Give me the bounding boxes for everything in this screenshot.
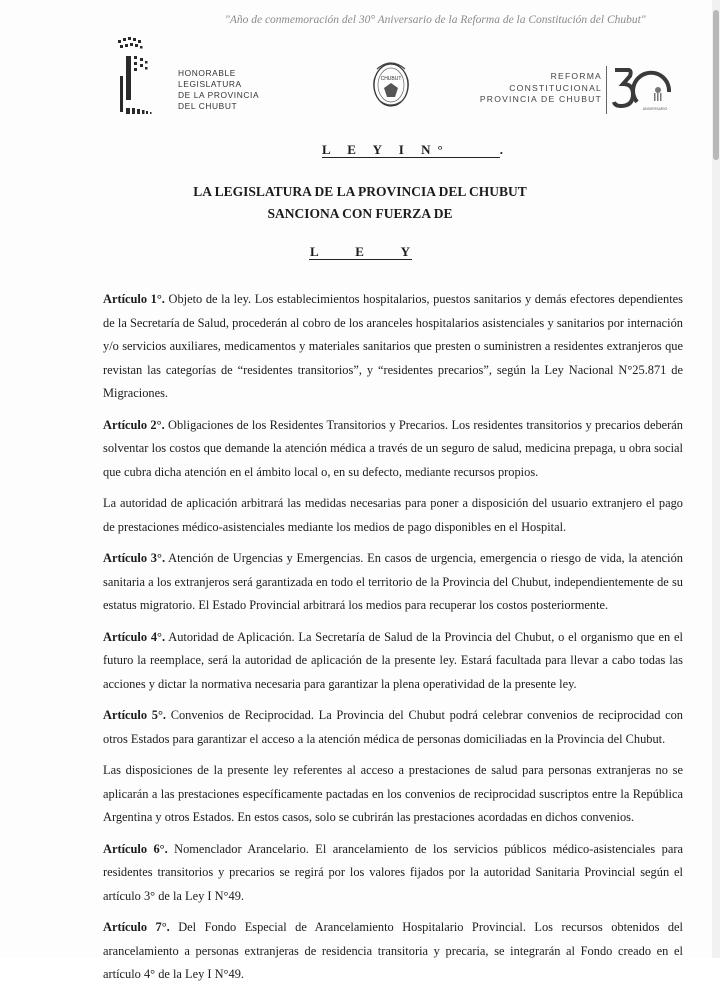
reform-line: PROVINCIA DE CHUBUT bbox=[479, 94, 602, 104]
article-text: Las disposiciones de la presente ley referentes al acceso a prestaciones de salud para personas extranjeras no se aplicarán a las prestaciones específicamente pactadas en los convenios de reciprocidad suscriptos entre la República Argentina y otros Estados. En estos casos, solo se cubrirán las prestaciones acordadas en dichos convenios. bbox=[103, 763, 683, 824]
law-number-underline bbox=[322, 157, 460, 158]
org-name-line: DEL CHUBUT bbox=[178, 101, 238, 111]
ley-letter: E bbox=[355, 244, 364, 259]
sanction-heading: SANCIONA CON FUERZA DE bbox=[267, 206, 453, 221]
article-paragraph bbox=[103, 704, 683, 751]
article-text: Autoridad de Aplicación. La Secretaría de Salud de la Provincia del Chubut, o el organismo que en el futuro la reemplace, será la autoridad de aplicación de la presente ley. Estará facultada para llevar a cabo todas las acciones y dictar la normativa necesaria para garantizar la plena operatividad de la presente ley. bbox=[103, 629, 683, 691]
article-label: Artículo 6°. bbox=[103, 841, 168, 856]
article-label: Artículo 4°. bbox=[103, 629, 166, 644]
scrollbar-thumb[interactable] bbox=[713, 10, 719, 160]
provincial-seal-icon bbox=[368, 55, 414, 111]
ley-letter: L bbox=[310, 244, 319, 259]
article-label: Artículo 5°. bbox=[103, 708, 166, 722]
law-number-suffix: . bbox=[499, 142, 510, 157]
article-paragraph bbox=[103, 626, 683, 697]
article-text: La autoridad de aplicación arbitrará las medidas necesarias para poner a disposición del usuario extranjero el pago de prestaciones médico-asistenciales mediante los medios de pago disponibles en el Hospital. bbox=[103, 496, 683, 534]
article-paragraph bbox=[103, 288, 683, 406]
article-label: Artículo 3°. bbox=[103, 551, 166, 565]
article-label: Artículo 7°. bbox=[103, 920, 170, 934]
law-number bbox=[322, 142, 510, 158]
article-paragraph bbox=[103, 916, 683, 987]
article-text: Nomenclador Arancelario. El arancelamiento de los servicios públicos médico-asistenciales para residentes transitorios y precarios se regirá por los valores fijados por la autoridad Sanitaria Provincial según el artículo 3° de la Ley I N°49. bbox=[103, 841, 683, 903]
reform-line: CONSTITUCIONAL bbox=[509, 82, 602, 93]
article-paragraph bbox=[103, 547, 683, 618]
reform-divider bbox=[606, 66, 607, 114]
article-text: Convenios de Reciprocidad. La Provincia del Chubut podrá celebrar convenios de reciprocidad con otros Estados para garantizar el acceso a la atención médica de personas domiciliadas en la Provincia del Chubut. bbox=[103, 708, 683, 746]
ley-title bbox=[310, 244, 410, 260]
legislature-name bbox=[178, 68, 259, 112]
ley-title-underline bbox=[309, 259, 412, 260]
legislature-heading: LA LEGISLATURA DE LA PROVINCIA DEL CHUBUT bbox=[193, 184, 527, 199]
legislature-logo bbox=[112, 36, 272, 116]
reform-line: REFORMA bbox=[550, 71, 602, 81]
article-text: Del Fondo Especial de Arancelamiento Hospitalario Provincial. Los recursos obtenidos del arancelamiento a personas extranjeras de residencia transitoria y precaria, se integrarán al Fondo creado en el artículo 4° de la Ley I N°49. bbox=[103, 920, 684, 981]
seal-text: CHUBUT bbox=[380, 76, 402, 82]
org-name-line: DE LA PROVINCIA bbox=[178, 90, 260, 100]
org-name-line: LEGISLATURA bbox=[178, 79, 242, 89]
article-label: Artículo 2°. bbox=[103, 417, 165, 432]
law-number-label: L E Y I N° bbox=[322, 142, 450, 157]
article-text: Obligaciones de los Residentes Transitorios y Precarios. Los residentes transitorios y precarios deberán solventar los costos que demande la atención médica a través de un seguro de salud, medicina prepaga, u obra social que cubra dicha atención en el ámbito local o, en su defecto, mediante recursos propios. bbox=[103, 417, 684, 479]
vertical-scrollbar[interactable] bbox=[712, 0, 720, 958]
anniversary-30-icon bbox=[611, 62, 671, 114]
anniversary-small-text: ANIVERSARIO bbox=[642, 107, 668, 111]
commemorative-motto: "Año de conmemoración del 30° Aniversario de la Reforma de la Constitución del Chubut" bbox=[225, 14, 646, 26]
ley-letter: Y bbox=[400, 244, 410, 259]
article-paragraph bbox=[103, 838, 683, 909]
article-paragraph bbox=[103, 492, 683, 539]
article-text: Atención de Urgencias y Emergencias. En casos de urgencia, emergencia o riesgo de vida, la atención sanitaria a los extranjeros será garantizada en todo el territorio de la Provincia del Chubut, independientemente de su estatus migratorio. El Estado Provincial arbitrará los medios para recuperar los costos posteriormente. bbox=[103, 551, 683, 612]
article-label: Artículo 1°. bbox=[103, 292, 165, 306]
org-name-line: HONORABLE bbox=[178, 68, 236, 78]
article-text: Objeto de la ley. Los establecimientos hospitalarios, puestos sanitarios y demás efectores dependientes de la Secretaría de Salud, procederán al cobro de los aranceles hospitalarios asistenciales y sanitarios por internación y/o servicios auxiliares, medicamentos y materiales sanitarios que presten o suministren a residentes extranjeros que revistan las categorías de “residentes transitorios”, y “residentes precarios”, según la Ley Nacional N°25.871 de Migraciones. bbox=[103, 292, 684, 400]
reform-logo-text bbox=[470, 71, 602, 106]
article-paragraph bbox=[103, 759, 683, 830]
article-paragraph bbox=[103, 414, 683, 485]
law-body bbox=[103, 288, 683, 995]
legislature-emblem-icon bbox=[112, 36, 174, 116]
